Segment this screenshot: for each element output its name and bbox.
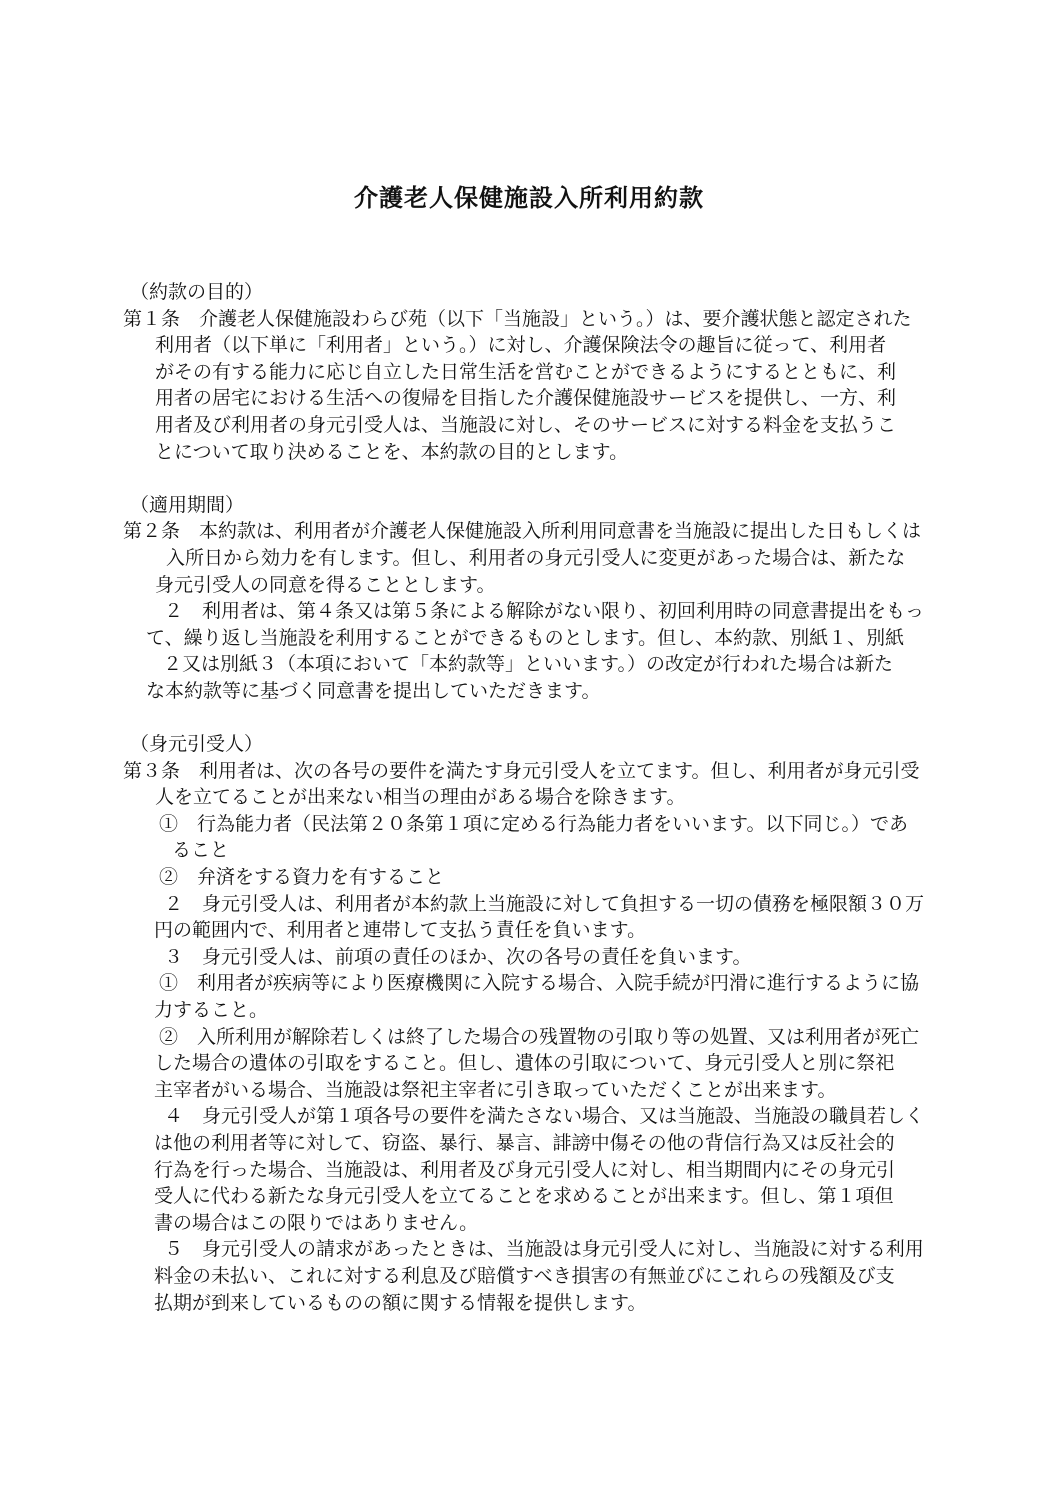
document-line: 入所日から効力を有します。但し、利用者の身元引受人に変更があった場合は、新たな: [166, 547, 906, 569]
document-line: 利用者（以下単に「利用者」という。）に対し、介護保険法令の趣旨に従って、利用者: [155, 335, 887, 357]
document-line: ① 利用者が疾病等により医療機関に入院する場合、入院手続が円滑に進行するように協: [159, 973, 920, 995]
document-line: 書の場合はこの限りではありません。: [154, 1212, 479, 1234]
section-heading: （約款の目的）: [130, 282, 264, 303]
document-line: がその有する能力に応じ自立した日常生活を営むことができるようにするとともに、利: [155, 361, 897, 383]
document-line: ① 行為能力者（民法第２０条第１項に定める行為能力者をいいます。以下同じ。）であ: [159, 813, 908, 835]
document-line: ５ 身元引受人の請求があったときは、当施設は身元引受人に対し、当施設に対する利用: [164, 1239, 924, 1261]
document-line: 料金の未払い、これに対する利息及び賠償すべき損害の有無並びにこれらの残額及び支: [154, 1265, 895, 1287]
document-line: な本約款等に基づく同意書を提出していただきます。: [146, 680, 601, 702]
document-line: とについて取り決めることを、本約款の目的とします。: [155, 441, 629, 463]
document-line: 受人に代わる新たな身元引受人を立てることを求めることが出来ます。但し、第１項但: [154, 1186, 894, 1208]
document-line: した場合の遺体の引取をすること。但し、遺体の引取について、身元引受人と別に祭祀: [154, 1053, 895, 1075]
document-line: ること: [172, 840, 230, 862]
article-line: 第１条 介護老人保健施設わらび苑（以下「当施設」という。）は、要介護状態と認定された: [123, 308, 912, 330]
document-line: ２ 身元引受人は、利用者が本約款上当施設に対して負担する一切の債務を極限額３０万: [164, 893, 925, 915]
document-line: 行為を行った場合、当施設は、利用者及び身元引受人に対し、相当期間内にその身元引: [154, 1159, 896, 1181]
blank-line: [0, 466, 1058, 493]
article-line: 第３条 利用者は、次の各号の要件を満たす身元引受人を立てます。但し、利用者が身元引受: [123, 760, 920, 782]
document-body: [0, 280, 1058, 1317]
document-line: は他の利用者等に対して、窃盗、暴行、暴言、誹謗中傷その他の背信行為又は反社会的: [154, 1133, 895, 1154]
document-line: ② 弁済をする資力を有すること: [159, 867, 445, 889]
document-title: 介護老人保健施設入所利用約款: [354, 186, 704, 212]
document-line: 用者の居宅における生活への復帰を目指した介護保健施設サービスを提供し、一方、利: [155, 388, 897, 410]
section-heading: （適用期間）: [130, 494, 245, 516]
document-line: 用者及び利用者の身元引受人は、当施設に対し、そのサービスに対する料金を支払うこ: [155, 414, 897, 436]
blank-line: [0, 706, 1058, 733]
document-line: 円の範囲内で、利用者と連帯して支払う責任を負います。: [154, 920, 647, 942]
document-line: 払期が到来しているものの額に関する情報を提供します。: [154, 1292, 647, 1314]
document-line: 身元引受人の同意を得ることとします。: [155, 574, 496, 596]
document-line: て、繰り返し当施設を利用することができるものとします。但し、本約款、別紙１、別紙: [146, 627, 905, 649]
document-line: 人を立てることが出来ない相当の理由がある場合を除きます。: [155, 787, 686, 809]
article-line: 第２条 本約款は、利用者が介護老人保健施設入所利用同意書を当施設に提出した日もしくは: [123, 521, 922, 543]
document-line: ２ 利用者は、第４条又は第５条による解除がない限り、初回利用時の同意書提出をもっ: [164, 601, 925, 623]
document-line: ３ 身元引受人は、前項の責任のほか、次の各号の責任を負います。: [164, 946, 752, 968]
document-line: ② 入所利用が解除若しくは終了した場合の残置物の引取り等の処置、又は利用者が死亡: [159, 1026, 920, 1048]
document-line: 主宰者がいる場合、当施設は祭祀主宰者に引き取っていただくことが出来ます。: [154, 1079, 837, 1101]
section-heading: （身元引受人）: [130, 734, 264, 756]
document-line: ４ 身元引受人が第１項各号の要件を満たさない場合、又は当施設、当施設の職員若しく: [164, 1106, 925, 1128]
document-line: ２又は別紙３（本項において「本約款等」といいます。）の改定が行われた場合は新た: [163, 654, 893, 676]
document-line: 力すること。: [154, 1000, 269, 1022]
